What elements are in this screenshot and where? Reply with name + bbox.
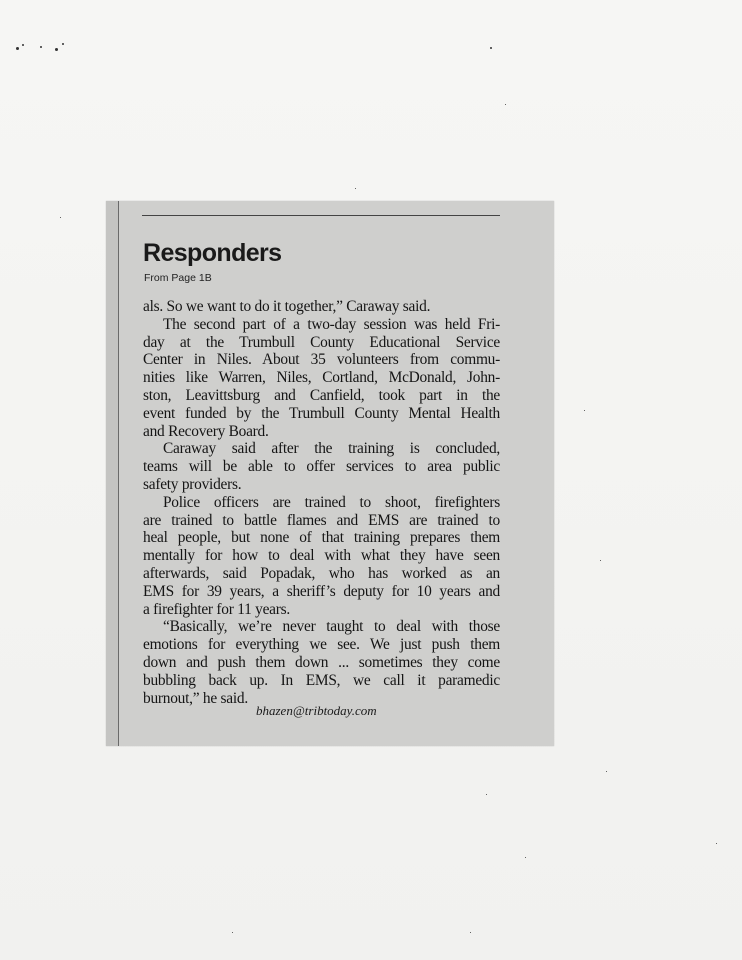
article-line: a firefighter for 11 years. [143,600,290,618]
article-line: burnout,” he said. [143,689,248,707]
article-line: are trained to battle flames and EMS are trained to [143,511,500,529]
scan-speck [16,47,19,50]
article-line: ston, Leavittsburg and Canfield, took part in the [143,386,500,404]
newspaper-clipping [106,201,554,746]
article-line: safety providers. [143,475,242,493]
clipping-left-rule [118,201,119,746]
scan-speck [40,46,42,48]
clipping-shadow-edge [106,201,118,746]
jump-line: From Page 1B [144,272,212,284]
article-line: emotions for everything we see. We just push them [143,636,500,654]
scan-speck [600,560,601,561]
scan-speck [22,44,24,46]
scan-speck [55,48,58,51]
headline: Responders [143,239,282,267]
article-line: bubbling back up. In EMS, we call it paramedic [143,671,500,689]
article-body [143,298,500,707]
scan-speck [62,43,64,45]
article-line: Police officers are trained to shoot, firefighters [163,493,500,511]
article-line: down and push them down ... sometimes they come [143,653,500,671]
article-line: nities like Warren, Niles, Cortland, McDonald, John- [143,369,500,387]
article-line: EMS for 39 years, a sheriff’s deputy for 10 years and [143,582,500,600]
article-line: mentally for how to deal with what they have seen [143,547,500,565]
article-line: teams will be able to offer services to area public [143,458,500,476]
byline-email: bhazen@tribtoday.com [256,703,377,718]
article-line: “Basically, we’re never taught to deal with those [163,618,500,636]
scan-speck [232,932,233,933]
article-line: als. So we want to do it together,” Caraway said. [143,298,431,315]
scan-speck [716,843,717,844]
article-line: heal people, but none of that training prepares them [143,529,500,547]
article-line: The second part of a two-day session was held Fri- [163,315,500,333]
scan-speck [606,771,607,772]
scan-speck [486,794,487,795]
article-line: Caraway said after the training is concluded, [163,440,500,458]
article-line: afterwards, said Popadak, who has worked as an [143,564,500,582]
article-line: and Recovery Board. [143,422,269,440]
scan-speck [470,932,471,933]
article-line: event funded by the Trumbull County Mental Health [143,404,500,422]
article-line: day at the Trumbull County Educational Service [143,333,500,351]
scan-speck [584,410,585,411]
scan-speck [505,104,506,105]
scan-speck [355,188,356,189]
scan-speck [60,217,61,218]
article-line: Center in Niles. About 35 volunteers from commu- [143,351,500,369]
scan-speck [525,857,526,858]
top-rule [142,215,500,216]
scan-speck [490,47,492,49]
